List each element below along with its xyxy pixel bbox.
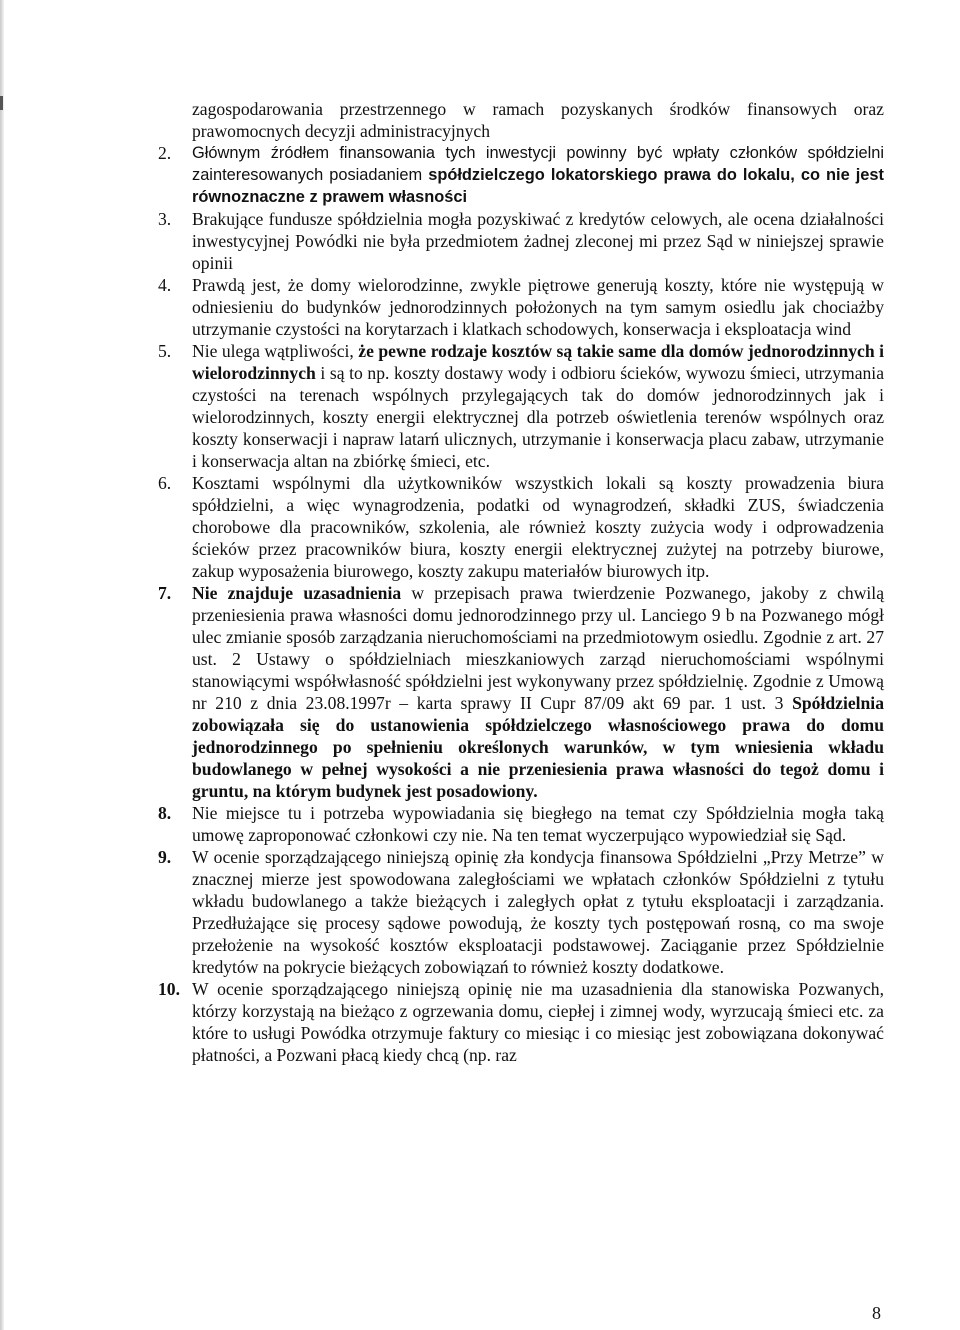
- item-text-bold: spółdzielczego lokatorskiego prawa do lokalu, co nie jest równoznaczne z prawem własności: [192, 166, 884, 206]
- intro-paragraph: zagospodarowania przestrzennego w ramach pozyskanych środków finansowych oraz prawomocnych decyzji administracyjnych: [192, 99, 884, 141]
- item-text-bold: uzasadnienia: [303, 583, 402, 603]
- list-item-2: [158, 142, 884, 208]
- item-number: 8.: [158, 803, 172, 823]
- scan-edge: [0, 0, 4, 1330]
- item-text-part: w przepisach prawa twierdzenie Pozwanego, jakoby z chwilą przeniesienia prawa własności domu jednorodzinnego przy ul. Lanciego 9 b na Pozwanego mógł ulec zmianie sposób zarządzania nieruchomościami na przedmiotowym osiedlu. Zgodnie z art. 27 ust. 2 Ustawy o spółdzielniach mieszkaniowych zarząd nieruchomościami wspólnymi stanowiącymi współwłasność spółdzielni jest wykonywany przez spółdzielnię. Zgodnie z Umową nr 210 z dnia 23.08.1997r – karta sprawy II Cupr 87/09 akt 69 par. 1 ust. 3: [192, 583, 884, 713]
- item-number: 10.: [158, 979, 180, 999]
- item-text: Brakujące fundusze spółdzielnia mogła pozyskiwać z kredytów celowych, ale ocena działalności inwestycyjnej Powódki nie była przedmiotem żadnej zleconej mi przez Sąd w niniejszej sprawie opinii: [192, 209, 884, 273]
- list-item-6: [158, 472, 884, 582]
- item-number: 3.: [158, 209, 172, 229]
- list-item-5: [158, 340, 884, 472]
- list-item-9: [158, 846, 884, 978]
- document-page: [158, 98, 884, 1066]
- item-number: 4.: [158, 275, 172, 295]
- item-text-bold: że pewne rodzaje kosztów są takie same dla domów jednorodzinnych i wielorodzinnych: [192, 341, 884, 383]
- item-text-part: i są to np. koszty dostawy wody i odbioru ścieków, wywozu śmieci, utrzymania czystości na terenach wspólnych przylegających tak do domów jednorodzinnych jak i wielorodzinnych, koszty energii elektrycznej dla potrzeb oświetlenia terenów wspólnych oraz koszty konserwacji i napraw latarń ulicznych, utrzymanie i konserwacja placu zabaw, utrzymanie i konserwacja altan na zbiórkę śmieci, etc.: [192, 363, 884, 471]
- item-text: [192, 142, 884, 208]
- item-number: 9.: [158, 847, 172, 867]
- item-text: [192, 582, 884, 802]
- item-text-part: Głównym źródłem finansowania tych inwestycji powinny być wpłaty członków spółdzielni zainteresowanych posiadaniem: [192, 144, 884, 184]
- item-text-part: Nie ulega wątpliwości,: [192, 341, 359, 361]
- item-number: 2.: [158, 143, 172, 163]
- list-item-8: [158, 802, 884, 846]
- page-number: 8: [872, 1303, 881, 1323]
- item-number: 6.: [158, 473, 172, 493]
- item-text-bold: Nie znajduje: [192, 583, 294, 603]
- item-number: 5.: [158, 341, 172, 361]
- list-item-7: [158, 582, 884, 802]
- item-text: W ocenie sporządzającego niniejszą opinię nie ma uzasadnienia dla stanowiska Pozwanych, którzy korzystają na bieżąco z ogrzewania domu, ciepłej i zimnej wody, wyrzucają śmieci etc. za które to usługi Powódka otrzymuje faktury co miesiąc i co miesiąc jest zobowiązana dokonywać płatności, a Pozwani płacą kiedy chcą (np. raz: [192, 979, 884, 1065]
- list-item-3: [158, 208, 884, 274]
- item-text: Kosztami wspólnymi dla użytkowników wszystkich lokali są koszty prowadzenia biura spółdzielni, a więc wynagrodzenia, podatki od wynagrodzeń, składki ZUS, świadczenia chorobowe dla pracowników, szkolenia, ale również koszty zużycia wody i odprowadzenia ścieków przez pracowników biura, koszty energii elektrycznej zużytej na potrzeby biurowe, zakup wyposażenia biurowego, koszty zakupu materiałów biurowych itp.: [192, 473, 884, 581]
- item-number: 7.: [158, 583, 172, 603]
- item-text: Prawdą jest, że domy wielorodzinne, zwykle piętrowe generują koszty, które nie występują w odniesieniu do budynków jednorodzinnych położonych na tym samym osiedlu jak chociażby utrzymanie czystości na korytarzach i klatkach schodowych, konserwacja i eksploatacja wind: [192, 275, 884, 339]
- list-item-10: [158, 978, 884, 1066]
- item-text-part: [293, 583, 303, 603]
- list-item-4: [158, 274, 884, 340]
- item-text: Nie miejsce tu i potrzeba wypowiadania się biegłego na temat czy Spółdzielnia mogła taką umowę zaproponować członkowi czy nie. Na ten temat wyczerpująco wypowiedział się Sąd.: [192, 803, 884, 845]
- item-text-bold: Spółdzielnia zobowiązała się do ustanowienia spółdzielczego własnościowego prawa do domu jednorodzinnego po spełnieniu określonych warunków, w tym wniesienia wkładu budowlanego w pełnej wysokości a nie przeniesienia prawa własności do tegoż domu i gruntu, na którym budynek jest posadowiony.: [192, 693, 884, 801]
- scan-edge-mark: [0, 96, 3, 110]
- item-text: W ocenie sporządzającego niniejszą opinię zła kondycja finansowa Spółdzielni „Przy Metrze” w znacznej mierze jest spowodowana zaległościami we wpłatach członków Spółdzielni z tytułu wkładu budowlanego a także bieżących i zaległych opłat z tytułu eksploatacji i zarządzania. Przedłużające się procesy sądowe powodują, że koszty tych postępowań rosną, co ma swoje przełożenie na wysokość kosztów eksploatacji podstawowej. Zaciąganie przez Spółdzielnie kredytów na pokrycie bieżących zobowiązań to również koszty dodatkowe.: [192, 847, 884, 977]
- item-text: [192, 340, 884, 472]
